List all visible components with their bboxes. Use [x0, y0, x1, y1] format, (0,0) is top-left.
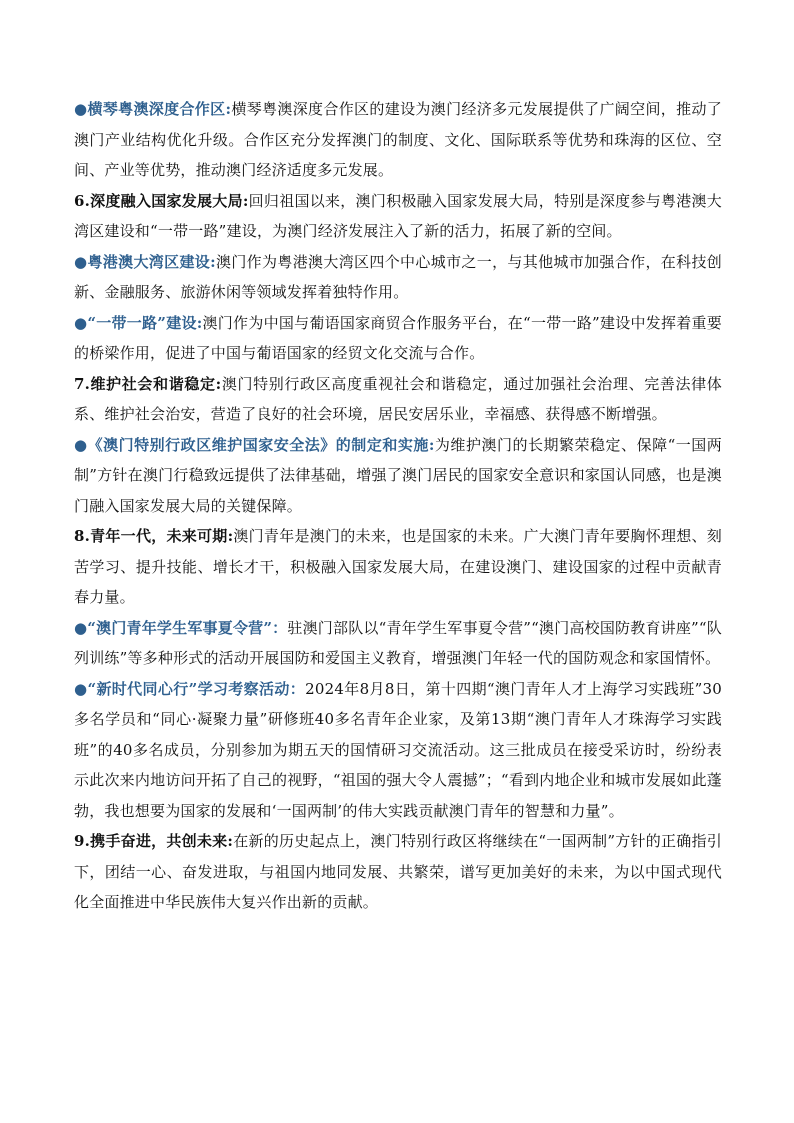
paragraph-text: 澳门作为中国与葡语国家商贸合作服务平台，在“一带一路”建设中发挥着重要的桥梁作用，促进了中国与葡语国家的经贸文化交流与合作。 — [74, 313, 723, 362]
paragraph-text: 澳门作为粤港澳大湾区四个中心城市之一，与其他城市加强合作，在科技创新、金融服务、旅游休闲等领域发挥着独特作用。 — [74, 252, 722, 301]
paragraph-text: 驻澳门部队以“青年学生军事夏令营”“澳门高校国防教育讲座”“队列训练”等多种形式的活动开展国防和爱国主义教育，增强澳门年轻一代的国防观念和家国情怀。 — [74, 618, 722, 667]
section-heading: 7.维护社会和谐稳定: — [74, 374, 222, 393]
paragraph-heading: 粤港澳大湾区建设: — [87, 252, 216, 271]
paragraph-heading: “一带一路”建设: — [87, 313, 203, 332]
paragraph-heading: “澳门青年学生军事夏令营”： — [87, 618, 288, 637]
bullet-marker: ● — [74, 435, 88, 454]
paragraph-section-6 — [74, 186, 722, 247]
paragraph-greater-bay-area — [74, 247, 722, 308]
paragraph-text: 澳门青年是澳门的未来，也是国家的未来。广大澳门青年要胸怀理想、刻苦学习、提升技能、增长才干，积极融入国家发展大局，在建设澳门、建设国家的过程中贡献青春力量。 — [74, 527, 722, 606]
paragraph-heading: “新时代同心行”学习考察活动： — [87, 679, 306, 698]
paragraph-section-8 — [74, 521, 722, 613]
paragraph-text: 为维护澳门的长期繁荣稳定、保障“一国两制”方针在澳门行稳致远提供了法律基础，增强了澳门居民的国家安全意识和家国认同感，也是澳门融入国家发展大局的关键保障。 — [74, 435, 722, 515]
paragraph-military-camp — [74, 613, 722, 674]
section-heading: 8.青年一代，未来可期: — [74, 527, 234, 545]
section-heading: 9.携手奋进，共创未来: — [74, 832, 234, 850]
paragraph-section-9 — [74, 826, 722, 918]
bullet-marker: ● — [74, 679, 88, 698]
bullet-marker: ● — [74, 313, 88, 332]
paragraph-text: 在新的历史起点上，澳门特别行政区将继续在“一国两制”方针的正确指引下，团结一心、奋发进取，与祖国内地同发展、共繁荣，谱写更加美好的未来，为以中国式现代化全面推进中华民族伟大复兴作出新的贡献。 — [74, 832, 722, 911]
paragraph-text: 横琴粤澳深度合作区的建设为澳门经济多元发展提供了广阔空间，推动了澳门产业结构优化升级。合作区充分发挥澳门的制度、文化、国际联系等优势和珠海的区位、空间、产业等优势，推动澳门经济适度多元发展。 — [74, 100, 723, 179]
paragraph-text: 回归祖国以来，澳门积极融入国家发展大局，特别是深度参与粤港澳大湾区建设和“一带一路”建设，为澳门经济发展注入了新的活力，拓展了新的空间。 — [74, 191, 722, 240]
paragraph-security-law — [74, 430, 722, 522]
paragraph-heading: 《澳门特别行政区维护国家安全法》的制定和实施: — [87, 435, 435, 454]
section-heading: 6.深度融入国家发展大局: — [74, 191, 249, 210]
paragraph-study-tour — [74, 674, 722, 827]
bullet-marker: ● — [74, 252, 88, 271]
paragraph-belt-road — [74, 308, 722, 369]
paragraph-heading: 横琴粤澳深度合作区: — [87, 100, 232, 118]
bullet-marker: ● — [74, 618, 88, 637]
paragraph-hengqin — [74, 94, 722, 186]
document-body — [74, 94, 722, 918]
paragraph-text: 澳门特别行政区高度重视社会和谐稳定，通过加强社会治理、完善法律体系、维护社会治安，营造了良好的社会环境，居民安居乐业，幸福感、获得感不断增强。 — [74, 374, 722, 423]
bullet-marker: ● — [74, 100, 88, 118]
paragraph-section-7 — [74, 369, 722, 430]
paragraph-text: 2024年8月8日，第十四期“澳门青年人才上海学习实践班”30多名学员和“同心·凝聚力量”研修班40多名青年企业家，及第13期“澳门青年人才珠海学习实践班”的40多名成员，分别参加为期五天的国情研习交流活动。这三批成员在接受采访时，纷纷表示此次来内地访问开拓了自己的视野，“祖国的强大令人震撼”；“看到内地企业和城市发展如此蓬勃，我也想要为国家的发展和‘一国两制’的伟大实践贡献澳门青年的智慧和力量”。 — [74, 679, 722, 820]
